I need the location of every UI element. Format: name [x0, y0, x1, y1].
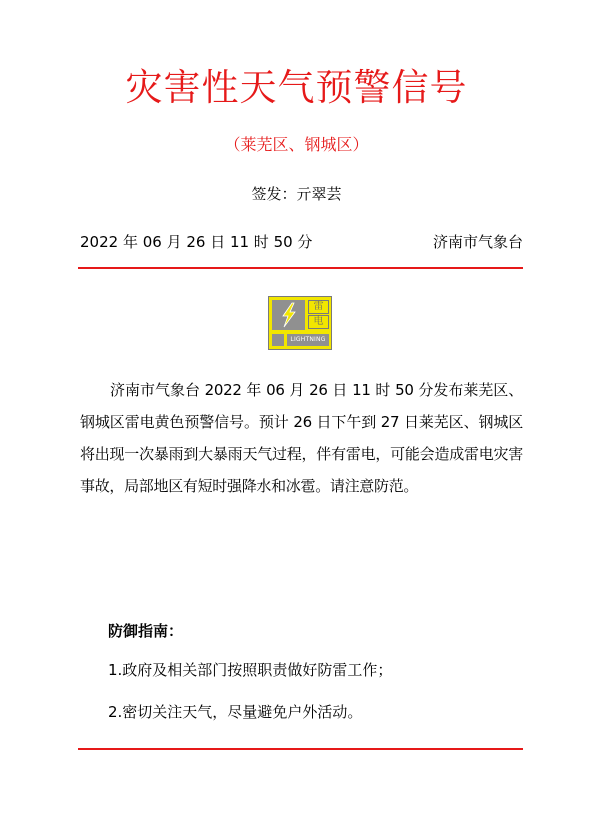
signal-char-2: 电	[308, 315, 329, 329]
guide-item: 1.政府及相关部门按照职责做好防雷工作；	[108, 661, 393, 679]
region-subtitle: （莱芜区、钢城区）	[224, 135, 369, 154]
guide-item: 2.密切关注天气，尽量避免户外活动。	[108, 703, 363, 721]
warning-body-paragraph: 济南市气象台 2022 年 06 月 26 日 11 时 50 分发布莱芜区、钢城区雷电黄色预警信号。预计 26 日下午到 27 日莱芜区、钢城区将出现一次暴雨到大暴雨天气过程，伴有雷电，可能会造成雷电灾害事故，局部地区有短时强降水和冰雹。请注意防范。	[80, 381, 523, 495]
guide-title: 防御指南：	[108, 622, 184, 640]
issuer: 济南市气象台	[432, 233, 523, 251]
top-divider	[78, 267, 523, 269]
bottom-divider	[78, 748, 523, 750]
signal-label: LIGHTNING	[287, 334, 329, 346]
signal-level-mark	[272, 334, 284, 346]
lightning-yellow-warning-icon	[268, 296, 332, 350]
lightning-bolt-icon	[272, 300, 305, 330]
document-title: 灾害性天气预警信号	[125, 66, 468, 109]
issue-time: 2022 年 06 月 26 日 11 时 50 分	[80, 233, 313, 251]
signer-line: 签发：亓翠芸	[251, 185, 342, 203]
signal-char-1: 雷	[308, 300, 329, 314]
